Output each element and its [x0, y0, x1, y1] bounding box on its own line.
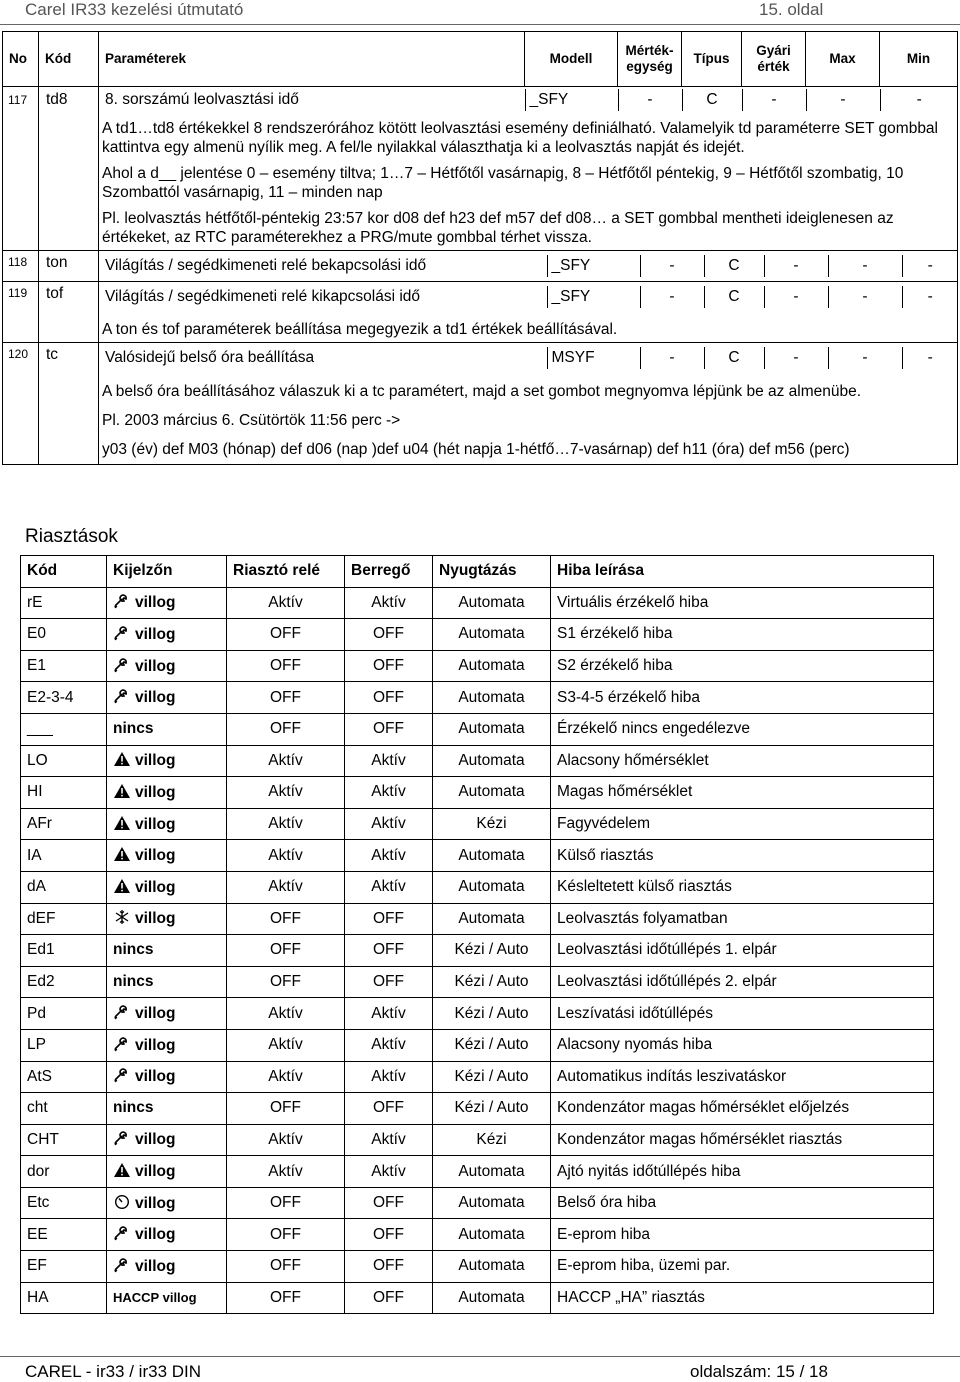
- col-min: Min: [880, 32, 958, 87]
- alarm-relay: Aktív: [227, 871, 345, 903]
- warning-icon: [113, 784, 135, 801]
- alarm-relay: Aktív: [227, 840, 345, 872]
- param-gyari: -: [764, 255, 828, 277]
- alarm-display-text: villog: [135, 1257, 176, 1275]
- alarm-display: [107, 935, 227, 967]
- wrench-icon: [113, 594, 135, 611]
- alarm-description: S3-4-5 érzékelő hiba: [551, 682, 934, 714]
- alarm-code: E2-3-4: [21, 682, 107, 714]
- param-kod: ton: [39, 251, 99, 282]
- alarm-row: [21, 1251, 934, 1283]
- alarm-display: [107, 903, 227, 935]
- param-unit: -: [640, 286, 704, 308]
- param-name: Világítás / segédkimeneti relé kikapcsolási idő: [105, 288, 421, 305]
- alarm-code: rE: [21, 587, 107, 619]
- alarm-row: [21, 840, 934, 872]
- alarm-buzzer: Aktív: [345, 1124, 433, 1156]
- param-kod: td8: [39, 87, 99, 251]
- alarm-buzzer: Aktív: [345, 840, 433, 872]
- alarm-display: [107, 1251, 227, 1283]
- col-merteke-line2: egység: [626, 59, 673, 74]
- alarm-code: HI: [21, 777, 107, 809]
- alarm-display-text: nincs: [113, 1099, 154, 1117]
- header-divider: [0, 24, 960, 25]
- defrost-icon: [113, 910, 135, 927]
- alarm-display-text: villog: [135, 689, 176, 707]
- alarm-reset: Automata: [433, 840, 551, 872]
- alarm-code: AtS: [21, 1061, 107, 1093]
- alarm-buzzer: Aktív: [345, 1029, 433, 1061]
- alarm-description: S1 érzékelő hiba: [551, 619, 934, 651]
- alarm-display: [107, 619, 227, 651]
- col-tipus: Típus: [682, 32, 742, 87]
- param-unit: -: [640, 255, 704, 277]
- alarm-reset: Kézi / Auto: [433, 1093, 551, 1125]
- param-row-118: [3, 251, 958, 282]
- alarm-display: [107, 1219, 227, 1251]
- param-desc-text: A ton és tof paraméterek beállítása megegyezik a td1 értékek beállításával.: [102, 321, 618, 338]
- alarm-relay: OFF: [227, 1093, 345, 1125]
- footer-page-count: oldalszám: 15 / 18: [690, 1362, 828, 1381]
- alarm-relay: Aktív: [227, 587, 345, 619]
- alarm-buzzer: Aktív: [345, 871, 433, 903]
- col-kijelzon: Kijelzőn: [107, 556, 227, 588]
- alarm-code: AFr: [21, 808, 107, 840]
- alarm-display: [107, 1093, 227, 1125]
- alarm-buzzer: OFF: [345, 650, 433, 682]
- alarm-description: Fagyvédelem: [551, 808, 934, 840]
- param-gyari: -: [742, 89, 806, 111]
- wrench-icon: [113, 626, 135, 643]
- alarm-relay: OFF: [227, 1187, 345, 1219]
- alarm-display-text: villog: [135, 783, 176, 801]
- alarm-display: [107, 1061, 227, 1093]
- alarm-reset: Kézi / Auto: [433, 1061, 551, 1093]
- alarm-description: S2 érzékelő hiba: [551, 650, 934, 682]
- alarm-description: Leolvasztási időtúllépés 1. elpár: [551, 935, 934, 967]
- alarm-display: [107, 1029, 227, 1061]
- param-row-120: [3, 343, 958, 374]
- alarm-code: Ed1: [21, 935, 107, 967]
- param-no: 120: [3, 343, 39, 465]
- alarm-reset: Automata: [433, 619, 551, 651]
- alarm-code: EF: [21, 1251, 107, 1283]
- alarms-body: [21, 587, 934, 1314]
- alarm-description: Automatikus indítás leszivatáskor: [551, 1061, 934, 1093]
- alarm-row: [21, 935, 934, 967]
- alarms-section-title: Riasztások: [25, 526, 118, 547]
- alarm-code: Pd: [21, 998, 107, 1030]
- alarm-reset: Automata: [433, 650, 551, 682]
- alarm-display-text: villog: [135, 1194, 176, 1212]
- alarm-row: [21, 903, 934, 935]
- param-desc-text: Pl. leolvasztás hétfőtől-péntekig 23:57 kor d08 def h23 def m57 def d08… a SET gombbal mentheti ideiglenesen az értékeket, az RTC paraméterekhez a PRG/mute gombbal térhet vissza.: [102, 210, 894, 246]
- warning-icon: [113, 1163, 135, 1180]
- wrench-icon: [113, 1037, 135, 1054]
- param-no: 118: [3, 251, 39, 282]
- wrench-icon: [113, 689, 135, 706]
- param-max: -: [828, 255, 902, 277]
- alarm-display-text: villog: [135, 815, 176, 833]
- alarm-row: [21, 1156, 934, 1188]
- alarm-display: [107, 1282, 227, 1314]
- param-desc-text: y03 (év) def M03 (hónap) def d06 (nap )def u04 (hét napja 1-hétfő…7-vasárnap) def h11 (óra) def m56 (perc): [102, 441, 850, 458]
- alarm-reset: Automata: [433, 682, 551, 714]
- alarm-row: [21, 1093, 934, 1125]
- alarms-header-row: [21, 556, 934, 588]
- alarm-buzzer: OFF: [345, 1282, 433, 1314]
- param-min: -: [902, 347, 958, 369]
- alarm-reset: Automata: [433, 1251, 551, 1283]
- alarm-relay: Aktív: [227, 1061, 345, 1093]
- param-modell: MSYF: [547, 347, 640, 369]
- alarm-reset: Kézi / Auto: [433, 1029, 551, 1061]
- wrench-icon: [113, 1131, 135, 1148]
- alarm-buzzer: OFF: [345, 903, 433, 935]
- alarm-reset: Automata: [433, 713, 551, 745]
- alarm-relay: OFF: [227, 966, 345, 998]
- alarm-display-text: villog: [135, 1131, 176, 1149]
- alarm-buzzer: Aktív: [345, 998, 433, 1030]
- param-kod: tof: [39, 282, 99, 343]
- alarm-reset: Automata: [433, 587, 551, 619]
- alarm-relay: Aktív: [227, 998, 345, 1030]
- col-no: No: [3, 32, 39, 87]
- alarm-display-text: nincs: [113, 720, 154, 738]
- alarm-reset: Automata: [433, 903, 551, 935]
- alarm-code: Ed2: [21, 966, 107, 998]
- param-unit: -: [618, 89, 682, 111]
- alarm-buzzer: OFF: [345, 1251, 433, 1283]
- col-merteke: [618, 32, 682, 87]
- param-gyari: -: [764, 347, 828, 369]
- alarm-reset: Automata: [433, 745, 551, 777]
- alarm-reset: Kézi: [433, 1124, 551, 1156]
- alarm-row: [21, 1282, 934, 1314]
- alarm-description: Kondenzátor magas hőmérséklet riasztás: [551, 1124, 934, 1156]
- alarm-reset: Automata: [433, 1156, 551, 1188]
- alarm-reset: Kézi / Auto: [433, 935, 551, 967]
- col-gyari-line1: Gyári: [756, 43, 791, 58]
- alarm-description: Késleltetett külső riasztás: [551, 871, 934, 903]
- param-gyari: -: [764, 286, 828, 308]
- param-desc-text: Pl. 2003 március 6. Csütörtök 11:56 perc ->: [102, 412, 401, 429]
- param-min: -: [902, 255, 958, 277]
- alarm-buzzer: Aktív: [345, 808, 433, 840]
- alarm-display-text: villog: [135, 1163, 176, 1181]
- param-desc-117: [3, 113, 958, 251]
- alarm-display: [107, 745, 227, 777]
- alarm-display: [107, 1124, 227, 1156]
- alarm-code: E0: [21, 619, 107, 651]
- alarm-buzzer: OFF: [345, 1219, 433, 1251]
- alarm-display: [107, 587, 227, 619]
- alarm-display-text: villog: [135, 657, 176, 675]
- param-modell: _SFY: [547, 255, 640, 277]
- col-gyari-line2: érték: [757, 59, 790, 74]
- alarm-display-text: villog: [135, 1036, 176, 1054]
- alarm-code: EE: [21, 1219, 107, 1251]
- alarm-description: Külső riasztás: [551, 840, 934, 872]
- param-max: -: [828, 286, 902, 308]
- alarm-relay: OFF: [227, 650, 345, 682]
- param-desc-119: [3, 312, 958, 343]
- col-modell: Modell: [525, 32, 618, 87]
- param-name: Valósidejű belső óra beállítása: [105, 349, 315, 366]
- alarm-description: Érzékelő nincs engedélezve: [551, 713, 934, 745]
- alarm-description: Magas hőmérséklet: [551, 777, 934, 809]
- alarm-display-text: villog: [135, 878, 176, 896]
- alarm-row: [21, 966, 934, 998]
- alarm-row: [21, 682, 934, 714]
- warning-icon: [113, 879, 135, 896]
- alarm-display-text: villog: [135, 847, 176, 865]
- alarm-code: LO: [21, 745, 107, 777]
- alarm-display-text: villog: [135, 1226, 176, 1244]
- alarm-display: [107, 998, 227, 1030]
- clock-icon: [113, 1195, 135, 1212]
- col-gyari: [742, 32, 806, 87]
- param-row-119: [3, 282, 958, 313]
- col-berrego: Berregő: [345, 556, 433, 588]
- alarm-relay: OFF: [227, 1251, 345, 1283]
- alarm-row: [21, 1187, 934, 1219]
- parameters-table: [2, 31, 958, 465]
- col-nyugtazas: Nyugtázás: [433, 556, 551, 588]
- alarm-display: [107, 650, 227, 682]
- alarm-reset: Automata: [433, 1219, 551, 1251]
- alarm-buzzer: OFF: [345, 935, 433, 967]
- alarm-display: [107, 871, 227, 903]
- alarm-row: [21, 1219, 934, 1251]
- alarm-reset: Kézi / Auto: [433, 998, 551, 1030]
- alarm-display-text: villog: [135, 1068, 176, 1086]
- warning-icon: [113, 847, 135, 864]
- alarm-row: [21, 1124, 934, 1156]
- alarm-buzzer: OFF: [345, 966, 433, 998]
- alarm-buzzer: Aktív: [345, 587, 433, 619]
- alarm-display: [107, 808, 227, 840]
- alarm-row: [21, 998, 934, 1030]
- alarm-reset: Automata: [433, 1187, 551, 1219]
- param-desc-text: A td1…td8 értékekkel 8 rendszerórához kötött leolvasztási esemény definiálható. Valamelyik td paraméterre SET gombbal kattintva egy almenü nyílik meg. A fel/le nyilakkal választhatja ki a leolvasztás napját és idejét.: [102, 120, 939, 156]
- param-no: 119: [3, 282, 39, 343]
- alarm-code: LP: [21, 1029, 107, 1061]
- alarm-relay: OFF: [227, 713, 345, 745]
- alarm-code: dEF: [21, 903, 107, 935]
- alarm-relay: OFF: [227, 682, 345, 714]
- warning-icon: [113, 752, 135, 769]
- param-name: Világítás / segédkimeneti relé bekapcsolási idő: [105, 257, 427, 274]
- alarm-row: [21, 1061, 934, 1093]
- alarm-code: cht: [21, 1093, 107, 1125]
- alarm-relay: Aktív: [227, 808, 345, 840]
- alarm-row: [21, 777, 934, 809]
- alarm-relay: Aktív: [227, 1124, 345, 1156]
- document-title: Carel IR33 kezelési útmutató: [25, 0, 244, 19]
- alarm-code: dA: [21, 871, 107, 903]
- alarm-relay: Aktív: [227, 777, 345, 809]
- alarm-code: IA: [21, 840, 107, 872]
- alarm-reset: Automata: [433, 777, 551, 809]
- param-desc-text: Ahol a d__ jelentése 0 – esemény tiltva; 1…7 – Hétfőtől vasárnapig, 8 – Hétfőtől péntekig, 9 – Hétfőtől szombatig, 10 Szombattól vasárnapig, 11 – minden nap: [102, 165, 904, 201]
- alarm-display: [107, 682, 227, 714]
- alarm-display: [107, 1156, 227, 1188]
- col-riaszto-rele: Riasztó relé: [227, 556, 345, 588]
- alarms-table: [20, 555, 934, 1314]
- alarm-display-text: villog: [135, 910, 176, 928]
- alarm-display: [107, 777, 227, 809]
- param-tipus: C: [704, 286, 764, 308]
- alarm-description: Alacsony hőmérséklet: [551, 745, 934, 777]
- param-name: 8. sorszámú leolvasztási idő: [105, 91, 299, 108]
- alarm-code: ___: [21, 713, 107, 745]
- alarm-description: Kondenzátor magas hőmérséklet előjelzés: [551, 1093, 934, 1125]
- alarm-code: dor: [21, 1156, 107, 1188]
- alarm-display: [107, 1187, 227, 1219]
- alarm-buzzer: Aktív: [345, 1156, 433, 1188]
- alarm-code: CHT: [21, 1124, 107, 1156]
- alarm-row: [21, 650, 934, 682]
- wrench-icon: [113, 1258, 135, 1275]
- param-min: -: [902, 286, 958, 308]
- col-kod: Kód: [39, 32, 99, 87]
- param-tipus: C: [682, 89, 742, 111]
- alarm-relay: Aktív: [227, 1029, 345, 1061]
- param-min: -: [880, 89, 958, 111]
- alarm-buzzer: Aktív: [345, 1061, 433, 1093]
- col-hiba-leirasa: Hiba leírása: [551, 556, 934, 588]
- param-max: -: [828, 347, 902, 369]
- param-no: 117: [3, 87, 39, 251]
- alarm-reset: Automata: [433, 871, 551, 903]
- alarm-description: Belső óra hiba: [551, 1187, 934, 1219]
- alarm-reset: Kézi / Auto: [433, 966, 551, 998]
- alarm-code: HA: [21, 1282, 107, 1314]
- warning-icon: [113, 816, 135, 833]
- alarm-row: [21, 745, 934, 777]
- alarm-row: [21, 619, 934, 651]
- alarm-reset: Automata: [433, 1282, 551, 1314]
- alarm-row: [21, 808, 934, 840]
- alarm-relay: OFF: [227, 903, 345, 935]
- alarm-description: Ajtó nyitás időtúllépés hiba: [551, 1156, 934, 1188]
- alarm-buzzer: OFF: [345, 619, 433, 651]
- alarm-relay: OFF: [227, 935, 345, 967]
- param-desc-120: [3, 373, 958, 465]
- wrench-icon: [113, 658, 135, 675]
- alarm-description: Leszívatási időtúllépés: [551, 998, 934, 1030]
- alarm-description: Virtuális érzékelő hiba: [551, 587, 934, 619]
- alarm-description: Leolvasztás folyamatban: [551, 903, 934, 935]
- col-merteke-line1: Mérték-: [625, 43, 674, 58]
- param-row-117: [3, 87, 958, 114]
- alarm-relay: Aktív: [227, 1156, 345, 1188]
- alarm-relay: OFF: [227, 1282, 345, 1314]
- alarm-code: E1: [21, 650, 107, 682]
- alarm-row: [21, 1029, 934, 1061]
- wrench-icon: [113, 1068, 135, 1085]
- alarm-buzzer: OFF: [345, 1187, 433, 1219]
- parameters-header-row: [3, 32, 958, 87]
- alarm-description: E-eprom hiba: [551, 1219, 934, 1251]
- alarm-row: [21, 587, 934, 619]
- page-number: 15. oldal: [759, 0, 824, 19]
- alarm-display: [107, 713, 227, 745]
- param-tipus: C: [704, 255, 764, 277]
- alarm-row: [21, 871, 934, 903]
- alarm-reset: Kézi: [433, 808, 551, 840]
- alarm-display: [107, 966, 227, 998]
- alarm-code: Etc: [21, 1187, 107, 1219]
- param-max: -: [806, 89, 880, 111]
- alarm-buzzer: Aktív: [345, 745, 433, 777]
- footer-product: CAREL - ir33 / ir33 DIN: [25, 1362, 202, 1381]
- param-modell: _SFY: [547, 286, 640, 308]
- alarm-display: [107, 840, 227, 872]
- alarm-description: HACCP „HA” riasztás: [551, 1282, 934, 1314]
- alarm-display-text: villog: [135, 594, 176, 612]
- col-kod: Kód: [21, 556, 107, 588]
- param-desc-text: A belső óra beállításához válaszuk ki a tc paramétert, majd a set gombot megnyomva lépjünk be az almenübe.: [102, 383, 862, 400]
- alarm-description: Alacsony nyomás hiba: [551, 1029, 934, 1061]
- alarm-display-text: nincs: [113, 941, 154, 959]
- col-parameterek: Paraméterek: [99, 32, 525, 87]
- alarm-description: E-eprom hiba, üzemi par.: [551, 1251, 934, 1283]
- alarm-buzzer: OFF: [345, 713, 433, 745]
- wrench-icon: [113, 1005, 135, 1022]
- alarm-buzzer: OFF: [345, 1093, 433, 1125]
- param-tipus: C: [704, 347, 764, 369]
- alarm-display-text: villog: [135, 1005, 176, 1023]
- alarm-description: Leolvasztási időtúllépés 2. elpár: [551, 966, 934, 998]
- alarm-relay: Aktív: [227, 745, 345, 777]
- alarm-row: [21, 713, 934, 745]
- wrench-icon: [113, 1226, 135, 1243]
- alarm-buzzer: OFF: [345, 682, 433, 714]
- alarm-relay: OFF: [227, 1219, 345, 1251]
- param-unit: -: [640, 347, 704, 369]
- alarm-relay: OFF: [227, 619, 345, 651]
- alarm-display-text: HACCP villog: [113, 1290, 197, 1306]
- alarm-display-text: villog: [135, 752, 176, 770]
- param-modell: _SFY: [525, 89, 618, 111]
- alarm-display-text: nincs: [113, 973, 154, 991]
- alarm-buzzer: Aktív: [345, 777, 433, 809]
- col-max: Max: [806, 32, 880, 87]
- alarm-display-text: villog: [135, 625, 176, 643]
- param-kod: tc: [39, 343, 99, 465]
- footer-divider: [0, 1356, 960, 1357]
